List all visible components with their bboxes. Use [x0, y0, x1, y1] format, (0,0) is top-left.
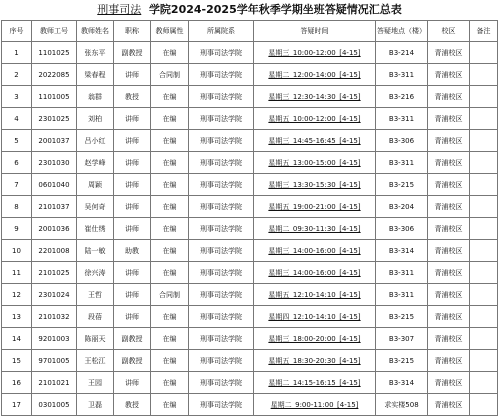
- cell-teacher-name: 段蓓: [77, 306, 114, 328]
- table-row: [2, 350, 498, 372]
- cell-index: 11: [2, 262, 32, 284]
- table-row: [2, 328, 498, 350]
- cell-time: [254, 108, 376, 130]
- cell-location: B3-314: [376, 372, 428, 394]
- cell-remarks: [470, 108, 498, 130]
- cell-campus: 青浦校区: [428, 306, 470, 328]
- table-row: [2, 262, 498, 284]
- cell-location: B3-215: [376, 350, 428, 372]
- cell-department: 刑事司法学院: [189, 284, 254, 306]
- cell-remarks: [470, 196, 498, 218]
- cell-title: 副教授: [114, 42, 151, 64]
- cell-remarks: [470, 284, 498, 306]
- time-value: 星期三_14:00-16:00_[4-15]: [268, 268, 361, 277]
- table-row: [2, 130, 498, 152]
- cell-title: 副教授: [114, 328, 151, 350]
- cell-teacher-name: 吕小红: [77, 130, 114, 152]
- cell-campus: 青浦校区: [428, 64, 470, 86]
- time-value: 星期三_10:00-12:00_[4-15]: [268, 48, 361, 57]
- table-row: [2, 218, 498, 240]
- cell-time: [254, 86, 376, 108]
- cell-teacher-id: 2101037: [32, 196, 77, 218]
- cell-teacher-id: 2001037: [32, 130, 77, 152]
- cell-teacher-name: 崔仕绣: [77, 218, 114, 240]
- cell-index: 1: [2, 42, 32, 64]
- cell-location: B3-311: [376, 108, 428, 130]
- cell-employment: 在编: [151, 240, 189, 262]
- cell-location: 求实楼508: [376, 394, 428, 416]
- cell-teacher-id: 0601040: [32, 174, 77, 196]
- cell-time: [254, 42, 376, 64]
- cell-teacher-id: 2001036: [32, 218, 77, 240]
- cell-time: [254, 64, 376, 86]
- cell-employment: 合同制: [151, 64, 189, 86]
- cell-title: 讲师: [114, 284, 151, 306]
- cell-index: 9: [2, 218, 32, 240]
- cell-teacher-id: 2301025: [32, 108, 77, 130]
- cell-remarks: [470, 64, 498, 86]
- table-row: [2, 174, 498, 196]
- cell-employment: 在编: [151, 218, 189, 240]
- cell-time: [254, 372, 376, 394]
- cell-campus: 青浦校区: [428, 372, 470, 394]
- cell-employment: 合同制: [151, 284, 189, 306]
- cell-teacher-name: 周颖: [77, 174, 114, 196]
- time-value: 星期五_10:00-12:00_[4-15]: [268, 114, 361, 123]
- cell-campus: 青浦校区: [428, 350, 470, 372]
- time-value: 星期五_18:30-20:30_[4-15]: [268, 356, 361, 365]
- cell-title: 讲师: [114, 174, 151, 196]
- cell-teacher-name: 陆一敏: [77, 240, 114, 262]
- col-header-index: 序号: [2, 21, 32, 42]
- col-header-teacher-id: 教师工号: [32, 21, 77, 42]
- cell-time: [254, 284, 376, 306]
- cell-department: 刑事司法学院: [189, 86, 254, 108]
- col-header-title: 职称: [114, 21, 151, 42]
- cell-title: 讲师: [114, 152, 151, 174]
- cell-department: 刑事司法学院: [189, 350, 254, 372]
- cell-employment: 在编: [151, 86, 189, 108]
- time-value: 星期二_09:30-11:30_[4-15]: [268, 224, 361, 233]
- cell-location: B3-306: [376, 130, 428, 152]
- cell-teacher-id: 2101025: [32, 262, 77, 284]
- cell-remarks: [470, 174, 498, 196]
- cell-campus: 青浦校区: [428, 218, 470, 240]
- cell-time: [254, 152, 376, 174]
- cell-campus: 青浦校区: [428, 130, 470, 152]
- cell-teacher-id: 9701005: [32, 350, 77, 372]
- cell-title: 副教授: [114, 350, 151, 372]
- time-value: 星期三_13:30-15:30_[4-15]: [268, 180, 361, 189]
- time-value: 星期二_14:15-16:15_[4-15]: [268, 378, 361, 387]
- cell-location: B3-307: [376, 328, 428, 350]
- cell-teacher-id: 2201008: [32, 240, 77, 262]
- cell-department: 刑事司法学院: [189, 42, 254, 64]
- cell-teacher-name: 赵学峰: [77, 152, 114, 174]
- cell-location: B3-311: [376, 262, 428, 284]
- cell-teacher-name: 徐兴涛: [77, 262, 114, 284]
- cell-employment: 在编: [151, 350, 189, 372]
- cell-department: 刑事司法学院: [189, 152, 254, 174]
- table-row: [2, 240, 498, 262]
- cell-time: [254, 196, 376, 218]
- time-value: 星期二_9:00-11:00_[4-15]: [270, 400, 359, 409]
- cell-teacher-id: 2301030: [32, 152, 77, 174]
- cell-campus: 青浦校区: [428, 284, 470, 306]
- col-header-time: 答疑时间: [254, 21, 376, 42]
- cell-title: 讲师: [114, 64, 151, 86]
- title-college: 刑事司法: [97, 3, 142, 16]
- col-header-location: 答疑地点（楼）: [376, 21, 428, 42]
- cell-campus: 青浦校区: [428, 152, 470, 174]
- time-value: 星期三_18:00-20:00_[4-15]: [268, 334, 361, 343]
- cell-campus: 青浦校区: [428, 108, 470, 130]
- cell-remarks: [470, 350, 498, 372]
- cell-title: 讲师: [114, 372, 151, 394]
- qa-schedule-table: [1, 20, 498, 416]
- cell-title: 讲师: [114, 108, 151, 130]
- cell-title: 教授: [114, 86, 151, 108]
- cell-index: 16: [2, 372, 32, 394]
- cell-index: 7: [2, 174, 32, 196]
- cell-location: B3-216: [376, 86, 428, 108]
- cell-campus: 青浦校区: [428, 240, 470, 262]
- cell-remarks: [470, 42, 498, 64]
- cell-index: 2: [2, 64, 32, 86]
- cell-time: [254, 130, 376, 152]
- cell-department: 刑事司法学院: [189, 306, 254, 328]
- cell-campus: 青浦校区: [428, 86, 470, 108]
- cell-department: 刑事司法学院: [189, 108, 254, 130]
- cell-time: [254, 306, 376, 328]
- cell-location: B3-204: [376, 196, 428, 218]
- col-header-teacher-name: 教师姓名: [77, 21, 114, 42]
- cell-teacher-id: 1101025: [32, 42, 77, 64]
- cell-index: 10: [2, 240, 32, 262]
- cell-location: B3-215: [376, 174, 428, 196]
- cell-title: 讲师: [114, 306, 151, 328]
- cell-employment: 在编: [151, 306, 189, 328]
- cell-department: 刑事司法学院: [189, 328, 254, 350]
- cell-index: 8: [2, 196, 32, 218]
- cell-time: [254, 328, 376, 350]
- header-row: [2, 21, 498, 42]
- cell-remarks: [470, 306, 498, 328]
- cell-campus: 青浦校区: [428, 262, 470, 284]
- table-row: [2, 42, 498, 64]
- cell-index: 3: [2, 86, 32, 108]
- cell-department: 刑事司法学院: [189, 64, 254, 86]
- cell-employment: 在编: [151, 174, 189, 196]
- cell-location: B3-215: [376, 306, 428, 328]
- cell-teacher-id: 2022085: [32, 64, 77, 86]
- cell-index: 4: [2, 108, 32, 130]
- cell-employment: 在编: [151, 328, 189, 350]
- table-row: [2, 394, 498, 416]
- time-value: 星期五_19:00-21:00_[4-15]: [268, 202, 361, 211]
- cell-location: B3-314: [376, 240, 428, 262]
- table-row: [2, 284, 498, 306]
- cell-employment: 在编: [151, 42, 189, 64]
- cell-title: 教授: [114, 394, 151, 416]
- cell-location: B3-214: [376, 42, 428, 64]
- col-header-department: 所属院系: [189, 21, 254, 42]
- cell-teacher-name: 卫磊: [77, 394, 114, 416]
- cell-department: 刑事司法学院: [189, 240, 254, 262]
- cell-title: 助教: [114, 240, 151, 262]
- cell-teacher-id: 2301024: [32, 284, 77, 306]
- cell-title: 讲师: [114, 262, 151, 284]
- cell-teacher-id: 2101021: [32, 372, 77, 394]
- cell-department: 刑事司法学院: [189, 218, 254, 240]
- cell-remarks: [470, 152, 498, 174]
- cell-title: 讲师: [114, 130, 151, 152]
- cell-location: B3-311: [376, 64, 428, 86]
- title-text: 学院2024-2025学年秋季学期坐班答疑情况汇总表: [148, 3, 402, 16]
- cell-remarks: [470, 218, 498, 240]
- cell-campus: 青浦校区: [428, 42, 470, 64]
- cell-title: 讲师: [114, 196, 151, 218]
- cell-location: B3-311: [376, 152, 428, 174]
- cell-teacher-name: 王松江: [77, 350, 114, 372]
- cell-department: 刑事司法学院: [189, 372, 254, 394]
- cell-teacher-id: 1101005: [32, 86, 77, 108]
- cell-remarks: [470, 130, 498, 152]
- cell-index: 12: [2, 284, 32, 306]
- col-header-campus: 校区: [428, 21, 470, 42]
- page-title: [0, 0, 499, 20]
- cell-location: B3-311: [376, 284, 428, 306]
- table-row: [2, 64, 498, 86]
- cell-remarks: [470, 328, 498, 350]
- cell-remarks: [470, 372, 498, 394]
- cell-teacher-id: 9201003: [32, 328, 77, 350]
- table-row: [2, 152, 498, 174]
- cell-time: [254, 394, 376, 416]
- cell-teacher-id: 2101032: [32, 306, 77, 328]
- cell-employment: 在编: [151, 152, 189, 174]
- cell-time: [254, 240, 376, 262]
- cell-teacher-name: 刘柏: [77, 108, 114, 130]
- cell-teacher-name: 王哲: [77, 284, 114, 306]
- cell-employment: 在编: [151, 108, 189, 130]
- table-row: [2, 86, 498, 108]
- cell-department: 刑事司法学院: [189, 394, 254, 416]
- cell-index: 14: [2, 328, 32, 350]
- cell-teacher-name: 王园: [77, 372, 114, 394]
- cell-campus: 青浦校区: [428, 196, 470, 218]
- col-header-remarks: 备注: [470, 21, 498, 42]
- cell-employment: 在编: [151, 262, 189, 284]
- time-value: 星期三_14:45-16:45_[4-15]: [268, 136, 361, 145]
- cell-department: 刑事司法学院: [189, 130, 254, 152]
- cell-campus: 青浦校区: [428, 394, 470, 416]
- cell-index: 6: [2, 152, 32, 174]
- cell-time: [254, 174, 376, 196]
- cell-time: [254, 218, 376, 240]
- cell-location: B3-306: [376, 218, 428, 240]
- table-row: [2, 372, 498, 394]
- cell-teacher-name: 张东平: [77, 42, 114, 64]
- cell-index: 5: [2, 130, 32, 152]
- cell-employment: 在编: [151, 394, 189, 416]
- cell-department: 刑事司法学院: [189, 262, 254, 284]
- time-value: 星期五_13:00-15:00_[4-15]: [268, 158, 361, 167]
- table-row: [2, 108, 498, 130]
- cell-department: 刑事司法学院: [189, 196, 254, 218]
- cell-index: 13: [2, 306, 32, 328]
- cell-remarks: [470, 86, 498, 108]
- time-value: 星期五_12:10-14:10_[4-15]: [268, 290, 361, 299]
- cell-remarks: [470, 262, 498, 284]
- cell-teacher-id: 0301005: [32, 394, 77, 416]
- cell-employment: 在编: [151, 196, 189, 218]
- cell-teacher-name: 陈丽天: [77, 328, 114, 350]
- time-value: 星期四_12:10-14:10_[4-15]: [268, 312, 361, 321]
- cell-teacher-name: 吴何奇: [77, 196, 114, 218]
- cell-time: [254, 350, 376, 372]
- time-value: 星期三_12:30-14:30_[4-15]: [268, 92, 361, 101]
- col-header-employment: 教师属性: [151, 21, 189, 42]
- cell-campus: 青浦校区: [428, 328, 470, 350]
- cell-time: [254, 262, 376, 284]
- cell-teacher-name: 梁春程: [77, 64, 114, 86]
- cell-remarks: [470, 394, 498, 416]
- cell-teacher-name: 翁群: [77, 86, 114, 108]
- cell-employment: 在编: [151, 130, 189, 152]
- table-row: [2, 306, 498, 328]
- cell-campus: 青浦校区: [428, 174, 470, 196]
- cell-department: 刑事司法学院: [189, 174, 254, 196]
- cell-remarks: [470, 240, 498, 262]
- time-value: 星期二_12:00-14:00_[4-15]: [268, 70, 361, 79]
- time-value: 星期三_14:00-16:00_[4-15]: [268, 246, 361, 255]
- cell-index: 15: [2, 350, 32, 372]
- cell-index: 17: [2, 394, 32, 416]
- cell-employment: 在编: [151, 372, 189, 394]
- table-row: [2, 196, 498, 218]
- cell-title: 讲师: [114, 218, 151, 240]
